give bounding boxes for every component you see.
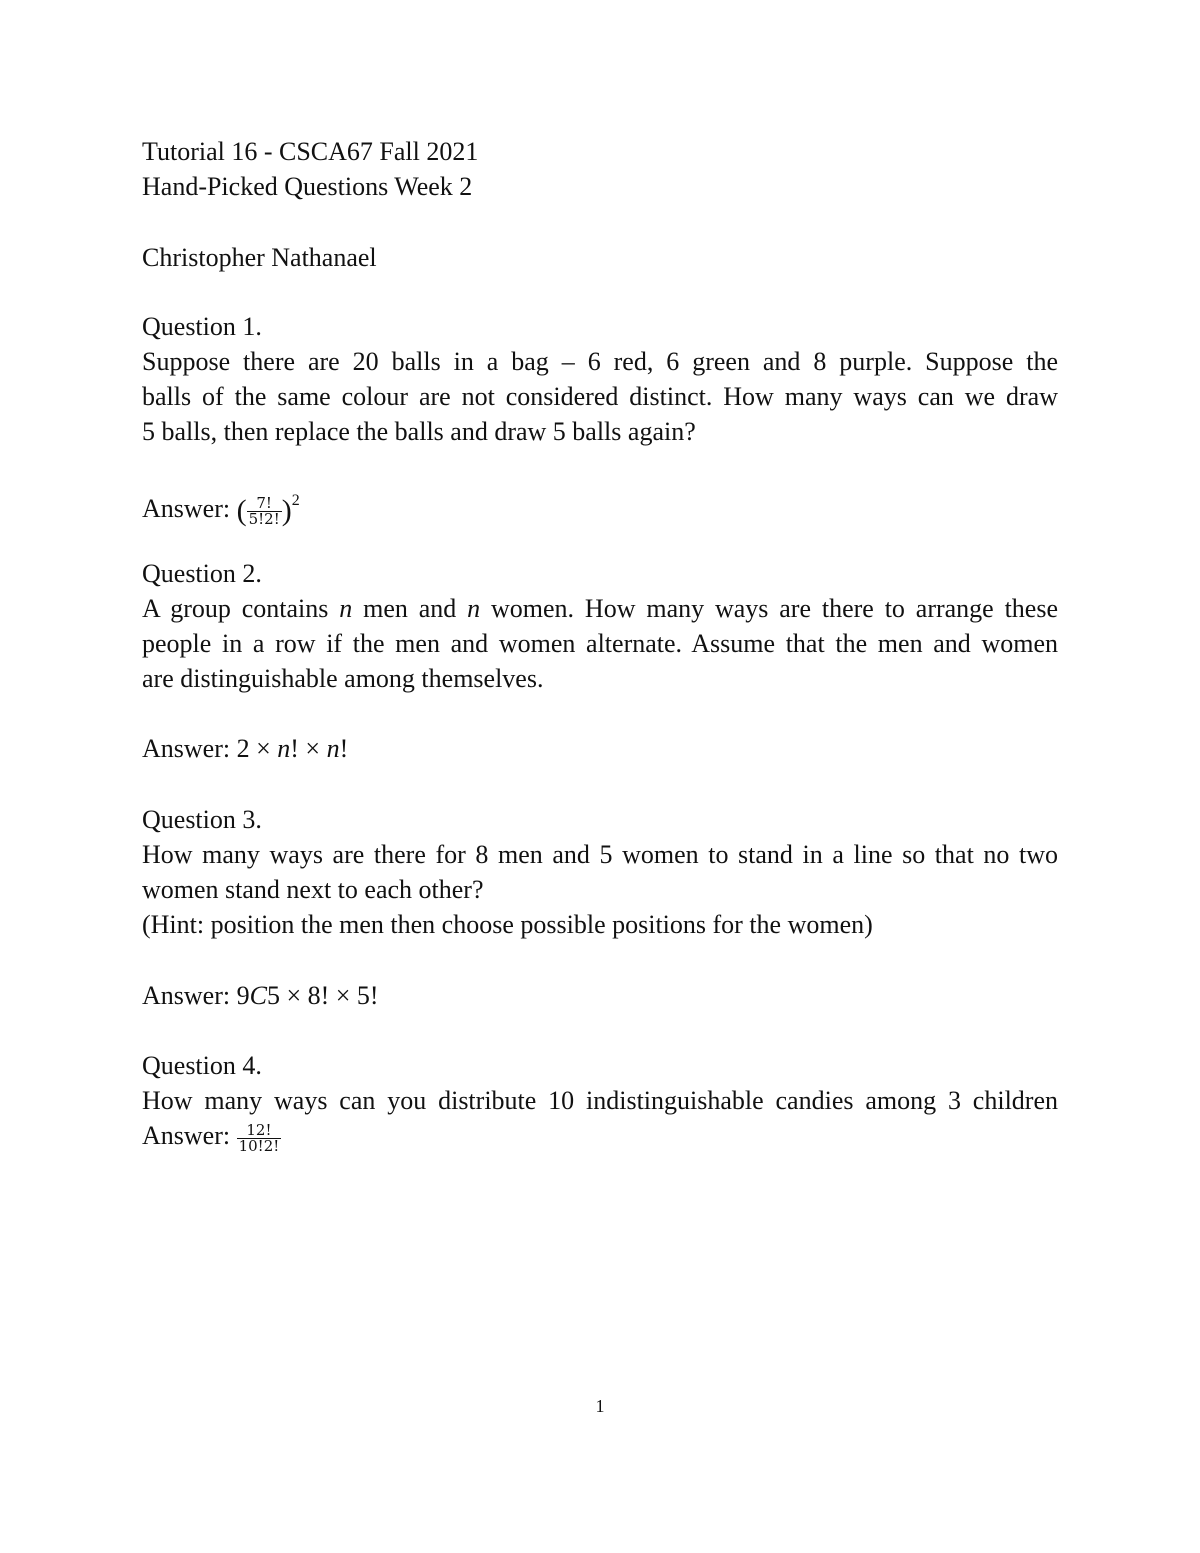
variable-n: n [326,734,340,763]
document-title: Tutorial 16 - CSCA67 Fall 2021 [142,137,479,166]
variable-c: C [249,981,267,1010]
close-paren: ) [281,494,292,528]
question-4-answer [142,1121,281,1154]
answer-label: Answer: [142,981,231,1010]
math-segment: 5 × 8! × 5! [266,981,379,1010]
question-4-line-1: How many ways can you distribute 10 indistinguishable candies among 3 children [142,1086,1058,1115]
variable-n: n [339,594,353,623]
author-name: Christopher Nathanael [142,243,377,272]
answer-label: Answer: [142,734,231,763]
question-2-line-1 [142,594,1058,624]
answer-exponent: 2 [291,492,300,509]
question-1-line-3: 5 balls, then replace the balls and draw 5 balls again? [142,417,696,446]
question-2-line-3: are distinguishable among themselves. [142,664,544,693]
question-3-line-1: How many ways are there for 8 men and 5 women to stand in a line so that no two [142,840,1058,869]
text-segment: women. How many ways are there to arrange these [480,594,1059,623]
question-1-heading: Question 1. [142,312,262,341]
question-1-answer [142,486,300,527]
question-2-line-2: people in a row if the men and women alternate. Assume that the men and women [142,629,1058,658]
text-segment: A group contains [142,594,340,623]
answer-label: Answer: [142,494,231,523]
math-segment: ! × [290,734,327,763]
answer-label: Answer: [142,1121,231,1150]
fraction-numerator: 12! [237,1123,282,1139]
question-2-heading: Question 2. [142,559,262,588]
question-1-line-2: balls of the same colour are not considered distinct. How many ways can we draw [142,382,1058,411]
fraction-numerator: 7! [247,496,282,512]
answer-fraction [247,493,282,528]
document-subtitle: Hand-Picked Questions Week 2 [142,172,473,201]
text-segment: men and [352,594,468,623]
variable-n: n [277,734,291,763]
variable-n: n [467,594,481,623]
fraction-denominator: 10!2! [238,1136,280,1155]
question-3-answer [142,981,379,1011]
question-4-heading: Question 4. [142,1051,262,1080]
page-number: 1 [595,1396,605,1416]
answer-fraction [237,1120,282,1155]
question-3-heading: Question 3. [142,805,262,834]
math-segment: 2 × [236,734,278,763]
math-segment: ! [339,734,349,763]
question-3-hint: (Hint: position the men then choose possible positions for the women) [142,910,873,939]
open-paren: ( [236,494,247,528]
question-1-line-1: Suppose there are 20 balls in a bag – 6 red, 6 green and 8 purple. Suppose the [142,347,1058,376]
math-segment: 9 [236,981,250,1010]
question-3-line-2: women stand next to each other? [142,875,484,904]
fraction-denominator: 5!2! [248,509,280,528]
question-2-answer [142,734,348,764]
